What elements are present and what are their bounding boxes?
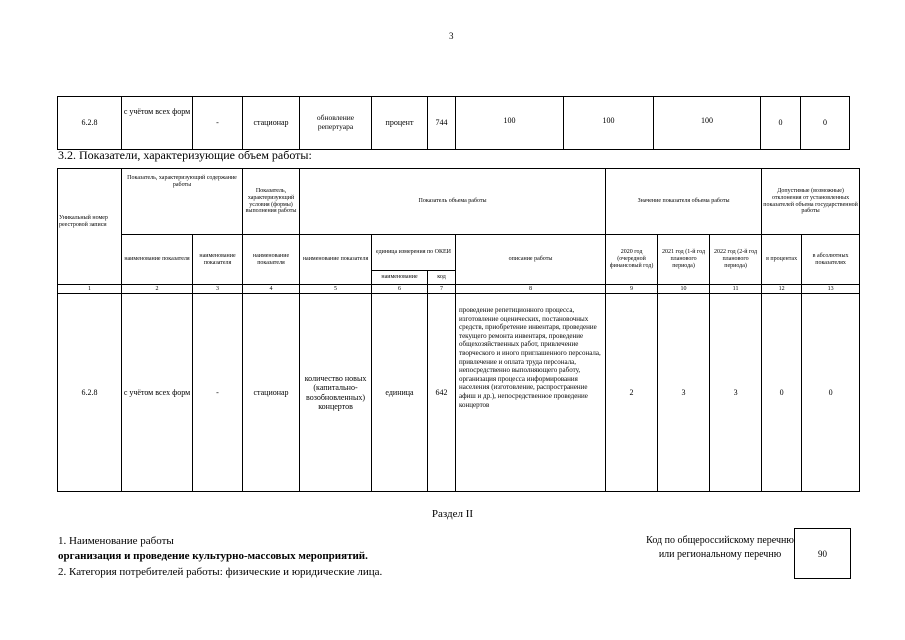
- header-absolute: в абсолютных показателях: [802, 235, 860, 285]
- table-row: [58, 294, 860, 492]
- header-unit: единица измерения по ОКЕИ: [372, 235, 456, 271]
- col-number: 4: [243, 285, 300, 294]
- header-year-2022: 2022 год (2-й год планового периода): [710, 235, 762, 285]
- cell-id: 6.2.8: [58, 294, 122, 492]
- header-year-2020: 2020 год (очередной финансовый год): [606, 235, 658, 285]
- cell-dash: -: [193, 97, 243, 150]
- quality-table-tail-row: [57, 96, 850, 150]
- header-volume: Показатель объема работы: [300, 169, 606, 235]
- cell-absolute: 0: [802, 294, 860, 492]
- header-name-4: наименование показателя: [300, 235, 372, 285]
- cell-value-3: 100: [654, 97, 761, 150]
- cell-value-1: 100: [456, 97, 564, 150]
- code-label: Код по общероссийскому перечню или региональному перечню: [646, 535, 794, 560]
- consumer-category: 2. Категория потребителей работы: физические и юридические лица.: [58, 566, 383, 578]
- col-number: 11: [710, 285, 762, 294]
- col-number: 5: [300, 285, 372, 294]
- header-unit-name: наименование: [372, 271, 428, 285]
- col-number: 7: [428, 285, 456, 294]
- cell-dash: -: [193, 294, 243, 492]
- code-value: 90: [818, 548, 827, 559]
- section-title: Раздел II: [431, 508, 474, 520]
- col-number: 1: [58, 285, 122, 294]
- col-number: 3: [193, 285, 243, 294]
- cell-id: 6.2.8: [58, 97, 122, 150]
- cell-description: проведение репетиционного процесса, изготовление оценических, постановочных средств, приобретение инвентаря, проведение текущего ремонта инвентаря, проведение общехозяйственных работ, привлечение творческого и иного приглашенного персонала, привлечение и оплата труда персонала, непосредственно выполняющего работу, организация процесса информирования населения (изготовление, распространение афиш и др.), непосредственное проведение концертов: [456, 294, 606, 492]
- volume-table: [57, 168, 860, 492]
- cell-code: 744: [428, 97, 456, 150]
- column-number-row: [58, 285, 860, 294]
- cell-content: с учётом всех форм: [122, 97, 193, 150]
- work-name-label: 1. Наименование работы: [58, 535, 174, 547]
- cell-indicator: количество новых (капитально-возобновленных) концертов: [300, 294, 372, 492]
- col-number: 10: [658, 285, 710, 294]
- header-unit-code: код: [428, 271, 456, 285]
- header-conditions: Показатель, характеризующий условия (формы) выполнения работы: [243, 169, 300, 235]
- header-name-1: наименование показателя: [122, 235, 193, 285]
- header-year-2021: 2021 год (1-й год планового периода): [658, 235, 710, 285]
- col-number: 6: [372, 285, 428, 294]
- col-number: 13: [802, 285, 860, 294]
- cell-unit-name: единица: [372, 294, 428, 492]
- code-box: [794, 528, 851, 579]
- cell-unit: процент: [372, 97, 428, 150]
- table-row: [58, 97, 850, 150]
- cell-unit-code: 642: [428, 294, 456, 492]
- header-values: Значение показателя объема работы: [606, 169, 762, 235]
- header-name-2: наименование показателя: [193, 235, 243, 285]
- header-deviation: Допустимые (возможные) отклонения от установленных показателей объема государственной работы: [762, 169, 860, 235]
- header-name-3: наименование показателя: [243, 235, 300, 285]
- cell-year-2022: 3: [710, 294, 762, 492]
- cell-content: с учётом всех форм: [122, 294, 193, 492]
- cell-value-2: 100: [564, 97, 654, 150]
- header-content: Показатель, характеризующий содержание работы: [122, 169, 243, 235]
- header-unique-number: Уникальный номер реестровой записи: [58, 169, 122, 285]
- page-number: 3: [449, 31, 454, 41]
- cell-indicator: обновление репертуара: [300, 97, 372, 150]
- col-number: 8: [456, 285, 606, 294]
- col-number: 9: [606, 285, 658, 294]
- col-number: 2: [122, 285, 193, 294]
- cell-year-2020: 2: [606, 294, 658, 492]
- cell-value-5: 0: [801, 97, 850, 150]
- header-description: описание работы: [456, 235, 606, 285]
- cell-value-4: 0: [761, 97, 801, 150]
- cell-year-2021: 3: [658, 294, 710, 492]
- cell-percent: 0: [762, 294, 802, 492]
- col-number: 12: [762, 285, 802, 294]
- section-heading: 3.2. Показатели, характеризующие объем работы:: [58, 148, 312, 162]
- cell-condition: стационар: [243, 294, 300, 492]
- header-row-2: [58, 235, 860, 271]
- header-row-1: [58, 169, 860, 235]
- work-name: организация и проведение культурно-массовых мероприятий.: [58, 550, 368, 562]
- cell-condition: стационар: [243, 97, 300, 150]
- header-percent: в процентах: [762, 235, 802, 285]
